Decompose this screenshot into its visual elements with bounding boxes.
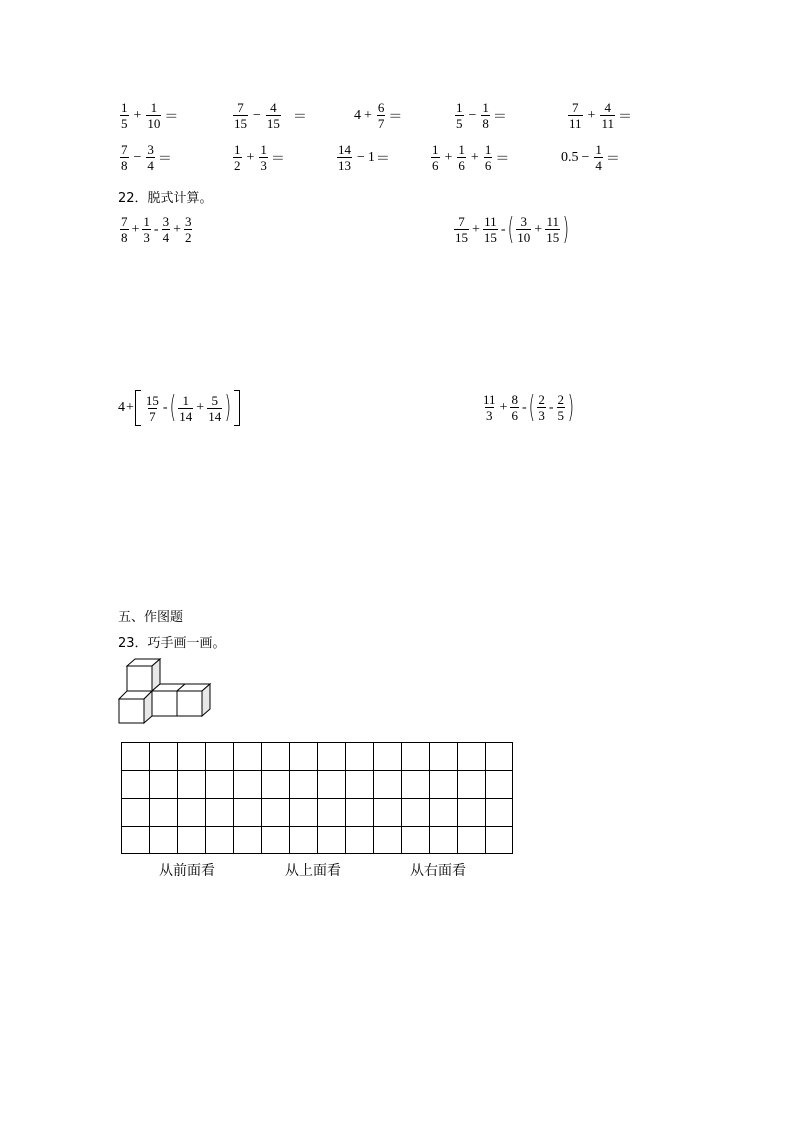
cube-arrangement bbox=[118, 656, 213, 724]
exercise-2-3: $\frac{14}{13}$ − 1 ＝ bbox=[338, 142, 390, 173]
question-22-title: 22．脱式计算。 bbox=[118, 191, 213, 206]
calc-expression-4: $\frac{11}{3}$ + $\frac{8}{6}$ - ( $\frac{2}{3}$ - $\frac{2}{5}$ ) bbox=[483, 389, 575, 425]
exercise-1-5: $\frac{7}{11}$ + $\frac{4}{11}$ ＝ bbox=[569, 100, 632, 131]
exercise-1-1: $\frac{1}{5}$ + $\frac{1}{10}$ ＝ bbox=[121, 100, 179, 131]
exercise-1-2: $\frac{7}{15}$ − $\frac{4}{15}$ ＝ bbox=[234, 100, 307, 131]
exercise-2-4: $\frac{1}{6}$ + $\frac{1}{6}$ + $\frac{1}{6}$ ＝ bbox=[432, 142, 510, 173]
label-top-view: 从上面看 bbox=[285, 863, 341, 879]
calc-expression-3: 4 + $\frac{15}{7}$ - ( $\frac{1}{14}$ + $\frac{5}{14}$ ) bbox=[118, 390, 240, 426]
fraction: $\frac{1}{10}$ bbox=[147, 100, 161, 131]
label-front-view: 从前面看 bbox=[159, 863, 215, 879]
exercise-2-1: $\frac{7}{8}$ − $\frac{3}{4}$ ＝ bbox=[121, 142, 172, 173]
left-bracket bbox=[135, 390, 141, 426]
exercise-1-4: $\frac{1}{5}$ − $\frac{1}{8}$ ＝ bbox=[456, 100, 507, 131]
exercise-1-3: 4 + $\frac{6}{7}$ ＝ bbox=[354, 100, 403, 131]
exercise-2-2: $\frac{1}{2}$ + $\frac{1}{3}$ ＝ bbox=[234, 142, 285, 173]
question-23-title: 23．巧手画一画。 bbox=[118, 636, 226, 651]
fraction: $\frac{1}{5}$ bbox=[121, 100, 128, 131]
right-bracket bbox=[234, 390, 240, 426]
calc-expression-1: $\frac{7}{8}$ + $\frac{1}{3}$ - $\frac{3}{4}$ + $\frac{3}{2}$ bbox=[121, 214, 192, 245]
label-right-view: 从右面看 bbox=[410, 863, 466, 879]
section-5-title: 五、作图题 bbox=[118, 610, 184, 625]
drawing-grid[interactable] bbox=[121, 742, 513, 854]
exercise-2-5: 0.5 − $\frac{1}{4}$ ＝ bbox=[561, 142, 620, 173]
cube-front-face bbox=[127, 666, 152, 691]
calc-expression-2: $\frac{7}{15}$ + $\frac{11}{15}$ - ( $\frac{3}{10}$ + $\frac{11}{15}$ ) bbox=[455, 211, 570, 247]
